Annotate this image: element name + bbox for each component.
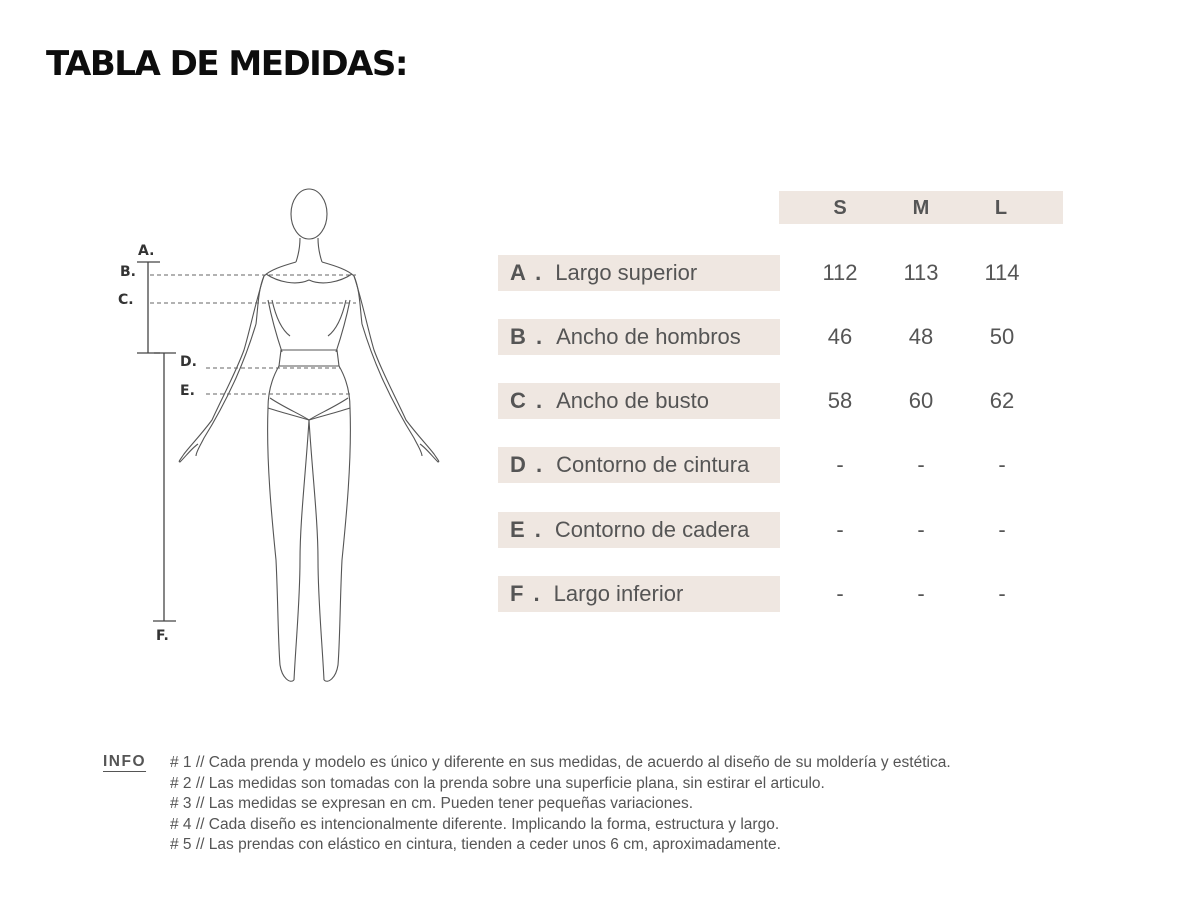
table-row (498, 576, 1098, 612)
cell-l: - (998, 452, 1006, 477)
letter-c: C. (118, 292, 134, 308)
size-l: L (994, 197, 1008, 219)
info-line: # 3 // Las medidas se expresan en cm. Pueden tener pequeñas variaciones. (170, 795, 694, 812)
info-label: INFO (103, 753, 147, 770)
row-letter: A . (510, 260, 544, 285)
cell-s: - (836, 452, 844, 477)
table-row (498, 512, 1098, 548)
cell-m: - (917, 517, 925, 542)
cell-m: - (917, 452, 925, 477)
info-line: # 2 // Las medidas son tomadas con la prenda sobre una superficie plana, sin estirar el articulo. (170, 774, 825, 792)
letter-d: D. (180, 354, 197, 370)
row-label (498, 383, 780, 419)
row-label (498, 576, 780, 612)
letter-f: F. (156, 628, 169, 644)
table-row (498, 255, 1098, 291)
cell-l: 114 (984, 260, 1020, 285)
row-letter: B . (510, 324, 545, 349)
table-row (498, 383, 1098, 419)
cell-m: - (917, 581, 925, 606)
table-row (498, 319, 1098, 355)
cell-s: 112 (822, 260, 858, 285)
cell-m: 60 (908, 388, 934, 413)
mannequin-outline (179, 189, 439, 681)
cell-m: 48 (908, 324, 934, 349)
cell-l: 62 (989, 388, 1015, 413)
table-row (498, 447, 1098, 483)
info-lines (170, 753, 1130, 856)
row-letter: D . (510, 452, 545, 477)
row-name: Largo superior (555, 260, 698, 285)
letter-a: A. (138, 243, 155, 259)
cell-l: - (998, 517, 1006, 542)
cell-l: 50 (989, 324, 1015, 349)
row-name: Contorno de cadera (554, 517, 750, 542)
row-name: Ancho de hombros (556, 324, 741, 349)
page-title: TABLA DE MEDIDAS: (46, 44, 407, 84)
row-label (498, 512, 780, 548)
row-label (498, 255, 780, 291)
cell-m: 113 (903, 260, 939, 285)
size-m: M (912, 197, 930, 219)
info-line: # 5 // Las prendas con elástico en cintura, tienden a ceder unos 6 cm, aproximadamente. (170, 836, 781, 853)
mannequin-figure (0, 0, 470, 700)
info-line: # 1 // Cada prenda y modelo es único y diferente en sus medidas, de acuerdo al diseño de su moldería y estética. (170, 754, 951, 771)
row-name: Largo inferior (553, 581, 684, 606)
measurement-scale (137, 262, 176, 621)
row-name: Ancho de busto (556, 388, 710, 413)
row-name: Contorno de cintura (556, 452, 750, 477)
letter-b: B. (120, 264, 136, 280)
size-s: S (833, 197, 847, 219)
row-label (498, 447, 780, 483)
cell-s: 46 (827, 324, 853, 349)
cell-s: - (836, 581, 844, 606)
row-letter: E . (510, 517, 543, 542)
row-letter: C . (510, 388, 545, 413)
cell-s: - (836, 517, 844, 542)
row-label (498, 319, 780, 355)
cell-s: 58 (827, 388, 853, 413)
info-line: # 4 // Cada diseño es intencionalmente diferente. Implicando la forma, estructura y largo. (170, 815, 780, 833)
row-letter: F . (510, 581, 542, 606)
size-header (779, 191, 1063, 224)
letter-e: E. (180, 383, 195, 399)
cell-l: - (998, 581, 1006, 606)
